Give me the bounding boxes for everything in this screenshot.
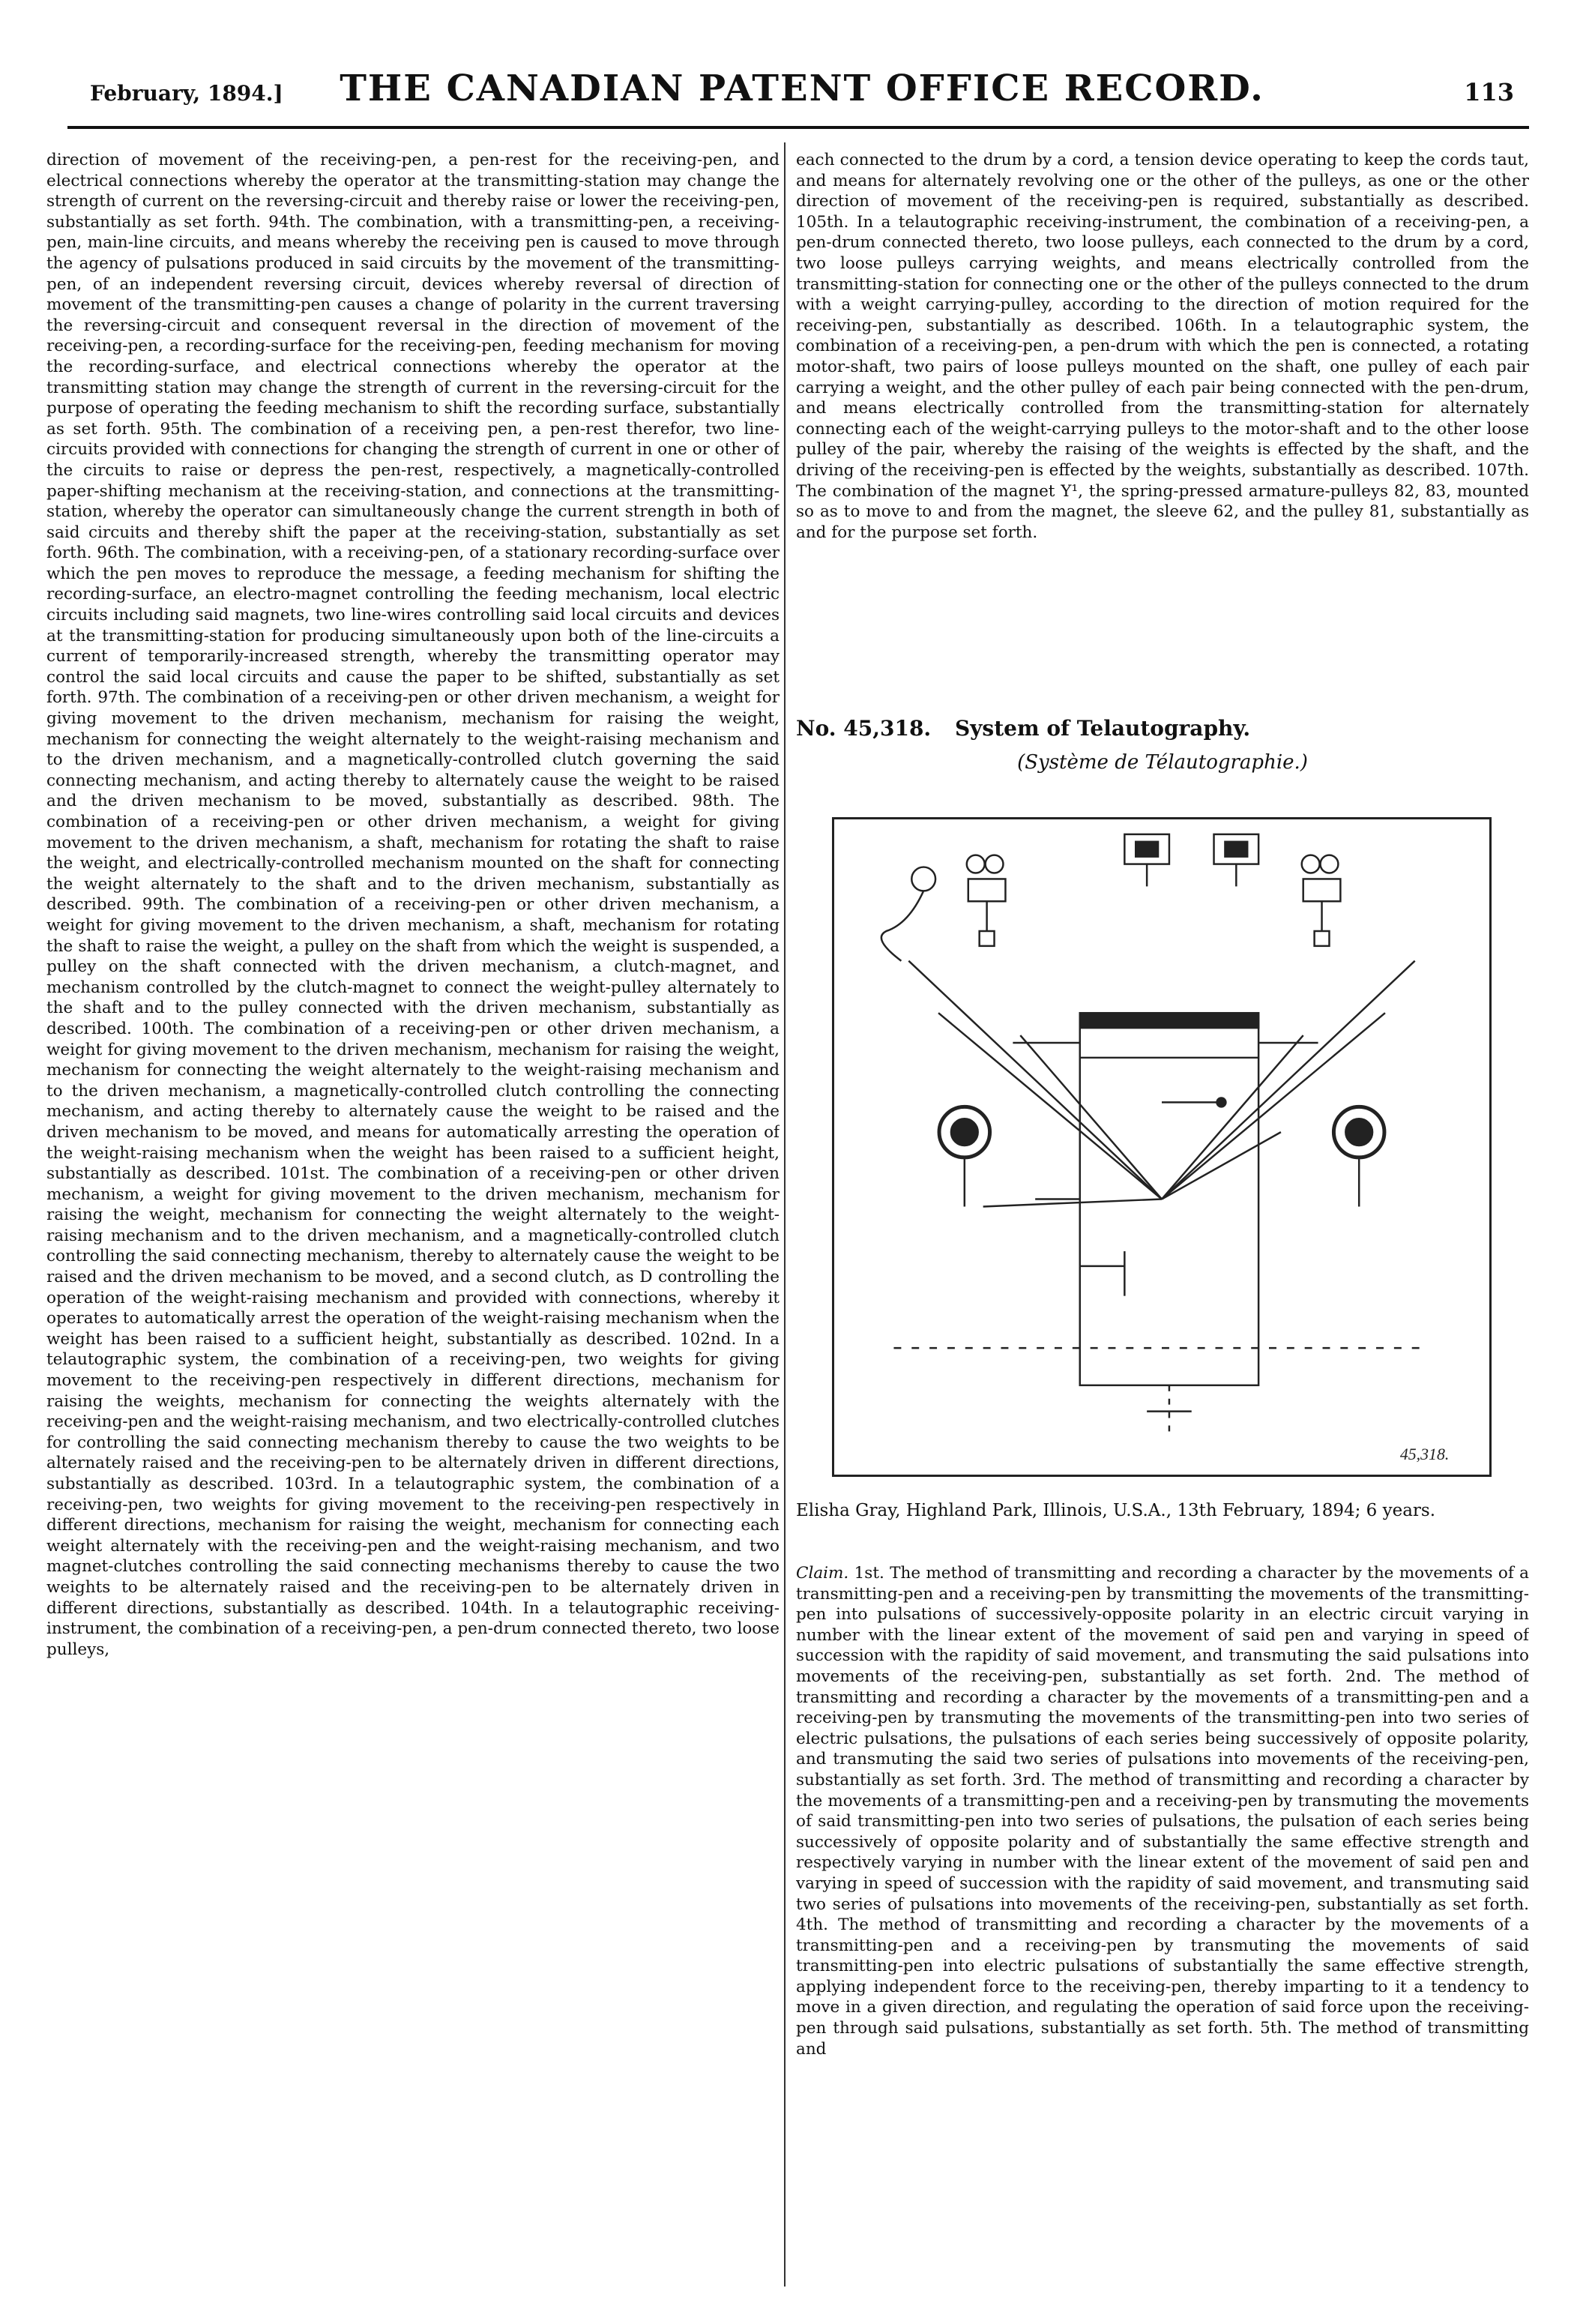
patent-heading: [796, 716, 1529, 741]
issue-date: February, 1894.]: [90, 81, 283, 106]
top-coil-right: [1302, 855, 1341, 946]
right-pulley: [1333, 1107, 1384, 1206]
patent-french-title: (Système de Télautographie.): [1017, 751, 1308, 774]
page-header: [90, 67, 1514, 120]
header-rule: [67, 126, 1529, 129]
telautograph-diagram: [834, 819, 1489, 1475]
claim-label: Claim.: [796, 1564, 849, 1583]
figure-label: 45,318.: [1399, 1445, 1450, 1464]
patent-drawing: [832, 817, 1492, 1477]
journal-title: THE CANADIAN PATENT OFFICE RECORD.: [340, 67, 1264, 109]
patent-title: System of Telautography.: [954, 716, 1251, 741]
column-divider: [784, 142, 786, 2287]
left-pulley: [939, 1107, 990, 1206]
right-column-text: each connected to the drum by a cord, a tension device operating to keep the cords taut, and means for alternately revolving one or the other of the pulleys, as one or the other direction of movement of the receiving-pen is required, substantially as described. 105th. In a telautographic receiving-instrument, the combination of a receiving-pen, a pen-drum connected thereto, two loose pulleys, each connected to the drum by a cord, two loose pulleys carrying weights, and means electrically controlled from the transmitting-station for connecting one or the other of the pulleys connected to the drum with a weight carrying-pulley, according to the direction of motion required for the receiving-pen, substantially as described. 106th. In a telautographic system, the combination of a receiving-pen, a pen-drum with which the pen is connected, a rotating motor-shaft, two pairs of loose pulleys mounted on the shaft, one pulley of each pair carrying a weight, and the other pulley of each pair being connected with the pen-drum, and means electrically controlled from the transmitting-station for alternately connecting each of the weight-carrying pulleys to the motor-shaft and to the other loose pulley of the pair, whereby the raising of the weights is effected by the shaft, and the driving of the receiving-pen is effected by the weights, substantially as described. 107th. The combination of the magnet Y¹, the spring-pressed armature-pulleys 82, 83, mounted so as to move to and from the magnet, the sleeve 62, and the pulley 81, substantially as and for the purpose set forth.: [796, 151, 1529, 542]
top-relay-right: [1214, 834, 1259, 887]
top-coil-left: [967, 855, 1006, 946]
claims-text: [796, 1563, 1529, 2283]
inventor-line: Elisha Gray, Highland Park, Illinois, U.S.A., 13th February, 1894; 6 years.: [796, 1501, 1436, 1520]
patent-number: No. 45,318.: [796, 716, 932, 741]
left-column-text: direction of movement of the receiving-pen, a pen-rest for the receiving-pen, and electrical connections whereby the operator at the transmitting-station may change the strength of current on the reversing-circuit and thereby raise or lower the receiving-pen, substantially as set forth. 94th. The combination, with a transmitting-pen, a receiving-pen, main-line circuits, and means whereby the receiving pen is caused to move through the agency of pulsations produced in said circuits by the movement of the transmitting-pen, of an independent reversing circuit, devices whereby reversal of direction of movement of the transmitting-pen causes a change of polarity in the current traversing the reversing-circuit and consequent reversal in the direction of movement of the receiving-pen, a recording-surface for the receiving-pen, feeding mechanism for moving the recording-surface, and electrical connections whereby the operator at the transmitting station may change the strength of current in the reversing-circuit for the purpose of operating the feeding mechanism to shift the recording surface, substantially as set forth. 95th. The combination of a receiving pen, a pen-rest therefor, two line-circuits provided with connections for changing the strength of current in one or other of the circuits to raise or depress the pen-rest, respectively, a magnetically-controlled paper-shifting mechanism at the receiving-station, and connections at the transmitting-station, whereby the operator can simultaneously change the current strength in both of said circuits and thereby shift the paper at the receiving-station, substantially as set forth. 96th. The combination, with a receiving-pen, of a stationary recording-surface over which the pen moves to reproduce the message, a feeding mechanism for shifting the recording-surface, an electro-magnet controlling the feeding mechanism, local electric circuits including said magnets, two line-wires controlling said local circuits and devices at the transmitting-station for producing simultaneously upon both of the line-circuits a current of temporarily-increased strength, whereby the transmitting operator may control the said local circuits and cause the paper to be shifted, substantially as set forth. 97th. The combination of a receiving-pen or other driven mechanism, a weight for giving movement to the driven mechanism, mechanism for raising the weight, mechanism for connecting the weight alternately to the weight-raising mechanism and to the driven mechanism, and a magnetically-controlled clutch governing the said connecting mechanism, and acting thereby to alternately cause the weight to be raised and the driven mechanism to be moved, substantially as described. 98th. The combination of a receiving-pen or other driven mechanism, a weight for giving movement to the driven mechanism, a shaft, mechanism for rotating the shaft to raise the weight, and electrically-controlled mechanism mounted on the shaft for connecting the weight alternately to the shaft and to the driven mechanism, substantially as described. 99th. The combination of a receiving-pen or other driven mechanism, a weight for giving movement to the driven mechanism, a shaft, mechanism for rotating the shaft to raise the weight, a pulley on the shaft from which the weight is suspended, a pulley on the shaft connected with the driven mechanism, a clutch-magnet, and mechanism controlled by the clutch-magnet to connect the weight-pulley alternately to the shaft and to the pulley connected with the driven mechanism, substantially as described. 100th. The combination of a receiving-pen or other driven mechanism, a weight for giving movement to the driven mechanism, mechanism for raising the weight, mechanism for connecting the weight alternately to the weight-raising mechanism and to the driven mechanism, a magnetically-controlled clutch controlling the connecting mechanism, and acting thereby to alternately cause the weight to be raised and the driven mechanism to be moved, and means for automatically arresting the operation of the weight-raising mechanism when the weight has been raised to a sufficient height, substantially as described. 101st. The combination of a receiving-pen or other driven mechanism, a weight for giving movement to the driven mechanism, mechanism for raising the weight, mechanism for connecting the weight alternately to the weight-raising mechanism and to the driven mechanism, and a magnetically-controlled clutch controlling the said connecting mechanism, thereby to alternately cause the weight to be raised and the driven mechanism to be moved, and a second clutch, as D controlling the operation of the weight-raising mechanism and provided with connections, whereby it operates to automatically arrest the operation of the weight-raising mechanism when the weight has been raised to a sufficient height, substantially as described. 102nd. In a telautographic system, the combination of a receiving-pen, two weights for giving movement to the receiving-pen respectively in different directions, mechanism for raising the weights, mechanism for connecting the weights alternately with the receiving-pen and the weight-raising mechanism, and two electrically-controlled clutches for controlling the said connecting mechanism thereby to cause the two weights to be alternately raised and the receiving-pen to be alternately driven in different directions, substantially as described. 103rd. In a telautographic system, the combination of a receiving-pen, two weights for giving movement to the receiving-pen respectively in different directions, mechanism for raising the weight, mechanism for connecting each weight alternately with the receiving-pen and the weight-raising mechanism, and two magnet-clutches controlling the said connecting mechanisms thereby to cause the two weights to be alternately raised and the receiving-pen to be alternately driven in different directions, substantially as described. 104th. In a telautographic receiving-instrument, the combination of a receiving-pen, a pen-drum connected thereto, two loose pulleys,: [46, 151, 780, 1659]
claims-body: 1st. The method of transmitting and recording a character by the movements of a transmitting-pen and a receiving-pen by transmitting the movements of the transmitting-pen into pulsations of successively-opposite polarity in an electric circuit varying in number with the linear extent of the movement of said pen and varying in speed of succession with the rapidity of said movement, and transmuting the said pulsations into movements of the receiving-pen, substantially as set forth. 2nd. The method of transmitting and recording a character by the movements of a transmitting-pen and a receiving-pen by transmuting the movements of the transmitting-pen into two series of electric pulsations, the pulsations of each series being successively of opposite polarity, and transmuting the said two series of pulsations into movements of the receiving-pen, substantially as set forth. 3rd. The method of transmitting and recording a character by the movements of a transmitting-pen and a receiving-pen by transmuting the movements of said transmitting-pen into two series of pulsations, the pulsation of each series being successively of opposite polarity and of substantially the same effective strength and respectively varying in number with the linear extent of the movement of said pen and varying in speed of succession with the rapidity of said movement, and transmuting said two series of pulsations into movements of the receiving-pen, substantially as set forth. 4th. The method of transmitting and recording a character by the movements of a transmitting-pen and a receiving-pen by transmuting the movements of said transmitting-pen into electric pulsations of substantially the same effective strength, applying independent force to the receiving-pen, thereby imparting to it a tendency to move in a given direction, and regulating the operation of said force upon the receiving-pen through said pulsations, substantially as set forth. 5th. The method of transmitting and: [796, 1564, 1529, 2059]
page-number: 113: [1464, 78, 1514, 106]
receiving-paper-frame: [1080, 1013, 1258, 1385]
top-relay-center: [1124, 834, 1169, 887]
